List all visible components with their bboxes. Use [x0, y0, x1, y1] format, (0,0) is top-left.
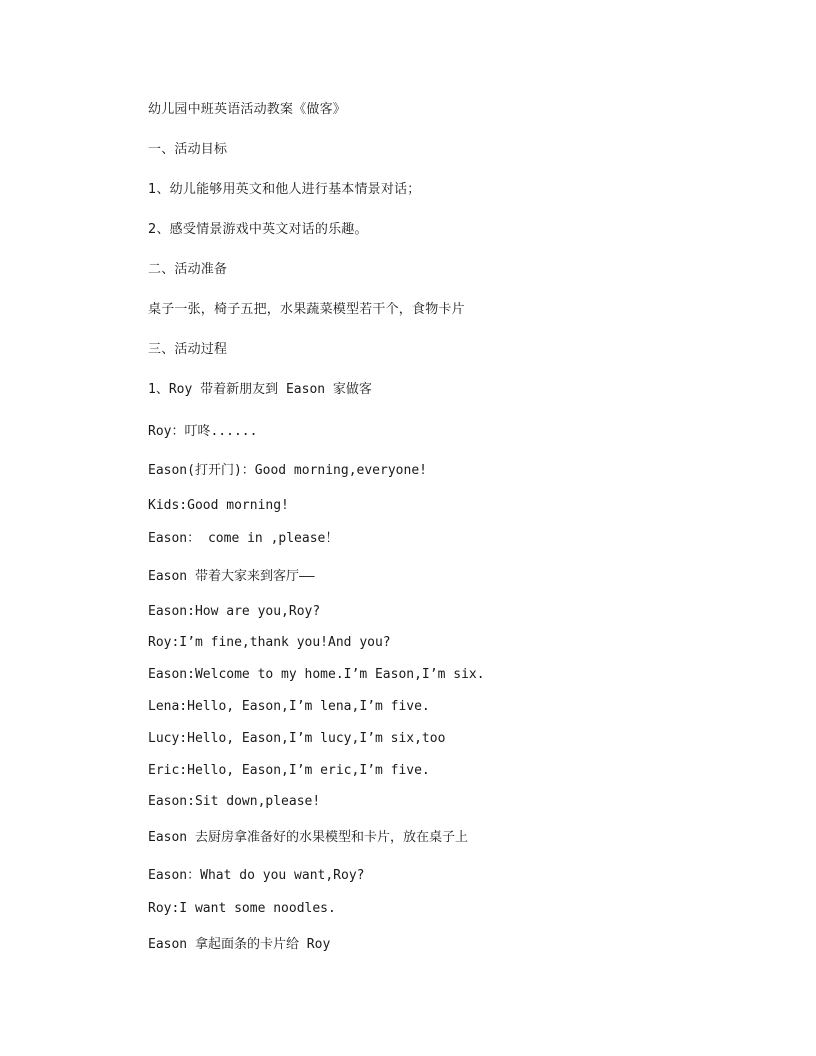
- dialogue-line: Kids:Good morning!: [148, 498, 289, 513]
- dialogue-line: Eric:Hello, Eason,I’m eric,I’m five.: [148, 763, 430, 778]
- dialogue-line: Eason:How are you,Roy?: [148, 604, 321, 619]
- section-heading-goals: 一、活动目标: [148, 142, 228, 157]
- section-heading-process: 三、活动过程: [148, 342, 228, 357]
- dialogue-line: Eason： come in ,please！: [148, 531, 339, 546]
- dialogue-line: Eason:Welcome to my home.I’m Eason,I’m six.: [148, 667, 485, 682]
- dialogue-line: Eason:Sit down,please!: [148, 794, 321, 809]
- dialogue-line: Lucy:Hello, Eason,I’m lucy,I’m six,too: [148, 731, 446, 746]
- dialogue-line: Lena:Hello, Eason,I’m lena,I’m five.: [148, 699, 430, 714]
- preparation-text: 桌子一张，椅子五把，水果蔬菜模型若干个，食物卡片: [148, 302, 465, 317]
- dialogue-line: Roy：叮咚......: [148, 424, 258, 439]
- dialogue-line: Roy:I want some noodles.: [148, 901, 336, 916]
- process-step-1: 1、Roy 带着新朋友到 Eason 家做客: [148, 382, 372, 397]
- goal-item-2: 2、感受情景游戏中英文对话的乐趣。: [148, 222, 368, 237]
- dialogue-line: Roy:I’m fine,thank you!And you?: [148, 635, 391, 650]
- dialogue-line: Eason 带着大家来到客厅——: [148, 569, 315, 584]
- dialogue-line: Eason(打开门)：Good morning,everyone!: [148, 463, 427, 478]
- dialogue-line: Eason 拿起面条的卡片给 Roy: [148, 937, 331, 952]
- document-title: 幼儿园中班英语活动教案《做客》: [148, 102, 347, 117]
- goal-item-1: 1、幼儿能够用英文和他人进行基本情景对话；: [148, 182, 421, 197]
- dialogue-line: Eason：What do you want,Roy?: [148, 868, 365, 883]
- dialogue-line: Eason 去厨房拿准备好的水果模型和卡片，放在桌子上: [148, 830, 468, 845]
- section-heading-preparation: 二、活动准备: [148, 262, 228, 277]
